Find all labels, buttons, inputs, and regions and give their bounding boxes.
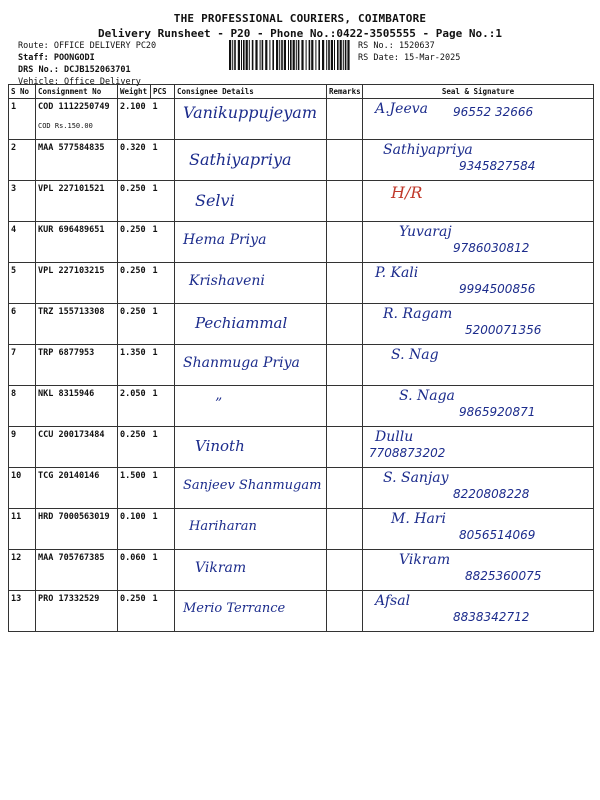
row-consignment: [36, 427, 118, 468]
row-pcs: 1: [151, 468, 175, 509]
rs-date: RS Date: 15-Mar-2025: [358, 53, 461, 63]
table-row: [9, 263, 594, 304]
row-remarks: [327, 591, 363, 632]
row-pcs: 1: [151, 304, 175, 345]
consignee-name-handwritten: Merio Terrance: [183, 601, 286, 616]
consignee-name-handwritten: Shanmuga Priya: [183, 355, 300, 371]
row-weight: 0.250: [118, 263, 151, 304]
table-row: [9, 345, 594, 386]
signature-handwritten: Sathiyapriya: [383, 142, 473, 158]
consignee-name-handwritten: ”: [215, 396, 223, 412]
row-sno: 3: [9, 181, 36, 222]
row-remarks: [327, 222, 363, 263]
row-sno: 8: [9, 386, 36, 427]
row-sno: 9: [9, 427, 36, 468]
table-row: [9, 509, 594, 550]
table-row: [9, 304, 594, 345]
vehicle: Vehicle: Office Delivery: [18, 77, 141, 87]
row-signature: [363, 345, 594, 386]
consignee-name-handwritten: Hema Priya: [183, 232, 267, 248]
row-consignee-details: [175, 550, 327, 591]
consignee-name-handwritten: Vinoth: [195, 437, 245, 455]
row-signature: [363, 427, 594, 468]
row-consignment: [36, 509, 118, 550]
phone-handwritten: 7708873202: [369, 446, 446, 460]
row-consignee-details: [175, 140, 327, 181]
row-sno: 13: [9, 591, 36, 632]
table-row: [9, 550, 594, 591]
row-pcs: 1: [151, 140, 175, 181]
row-signature: [363, 550, 594, 591]
row-signature: [363, 468, 594, 509]
row-pcs: 1: [151, 550, 175, 591]
phone-handwritten: 8056514069: [459, 528, 536, 542]
consignee-name-handwritten: Selvi: [195, 191, 235, 210]
phone-handwritten: 8838342712: [453, 610, 530, 624]
phone-handwritten: 8825360075: [465, 569, 542, 583]
consignee-name-handwritten: Hariharan: [189, 519, 257, 534]
row-consignee-details: [175, 468, 327, 509]
consignment-no: PRO 17332529: [38, 594, 100, 604]
consignee-name-handwritten: Sathiyapriya: [189, 150, 292, 169]
table-row: [9, 468, 594, 509]
row-pcs: 1: [151, 509, 175, 550]
table-header-row: [9, 85, 594, 99]
row-pcs: 1: [151, 181, 175, 222]
row-weight: 0.060: [118, 550, 151, 591]
row-consignment: [36, 304, 118, 345]
consignment-no: NKL 8315946: [38, 389, 95, 399]
row-signature: [363, 304, 594, 345]
row-pcs: 1: [151, 263, 175, 304]
phone-handwritten: 5200071356: [465, 323, 542, 337]
row-pcs: 1: [151, 99, 175, 140]
row-signature: [363, 140, 594, 181]
row-consignment: [36, 263, 118, 304]
table-row: [9, 99, 594, 140]
row-consignee-details: [175, 181, 327, 222]
table-row: [9, 181, 594, 222]
rs-no: RS No.: 1520637: [358, 41, 435, 51]
row-weight: 0.100: [118, 509, 151, 550]
cod-amount: COD Rs.150.00: [38, 122, 93, 130]
row-consignment: [36, 345, 118, 386]
row-consignee-details: [175, 222, 327, 263]
row-consignee-details: [175, 99, 327, 140]
row-sno: 10: [9, 468, 36, 509]
row-signature: [363, 181, 594, 222]
table-row: [9, 222, 594, 263]
phone-handwritten: 9865920871: [459, 405, 536, 419]
row-consignment: [36, 591, 118, 632]
company-title: THE PROFESSIONAL COURIERS, COIMBATORE: [173, 12, 427, 25]
runsheet-subtitle: Delivery Runsheet - P20 - Phone No.:0422-3505555 - Page No.:1: [98, 27, 502, 40]
row-weight: 0.250: [118, 181, 151, 222]
table-row: [9, 427, 594, 468]
phone-handwritten: 9994500856: [459, 282, 536, 296]
signature-handwritten: Yuvaraj: [399, 224, 452, 240]
consignment-no: CCU 200173484: [38, 430, 105, 440]
row-consignee-details: [175, 263, 327, 304]
row-sno: 2: [9, 140, 36, 181]
row-consignment: [36, 386, 118, 427]
route: Route: OFFICE DELIVERY PC20: [18, 41, 157, 51]
row-pcs: 1: [151, 427, 175, 468]
consignment-no: MAA 577584835: [38, 143, 105, 153]
phone-handwritten: 9345827584: [459, 159, 536, 173]
consignee-name-handwritten: Sanjeev Shanmugam: [183, 478, 322, 493]
consignee-name-handwritten: Pechiammal: [195, 314, 288, 332]
consignment-no: TRP 6877953: [38, 348, 95, 358]
row-remarks: [327, 181, 363, 222]
table-row: [9, 591, 594, 632]
row-consignee-details: [175, 509, 327, 550]
consignment-no: COD 1112250749: [38, 102, 110, 112]
drs-no: DRS No.: DCJB152063701: [18, 65, 131, 75]
row-sno: 1: [9, 99, 36, 140]
row-sno: 12: [9, 550, 36, 591]
signature-handwritten: R. Ragam: [383, 306, 453, 322]
col-remarks: Remarks: [327, 85, 363, 99]
table-row: [9, 386, 594, 427]
row-consignment: [36, 99, 118, 140]
signature-handwritten: S. Sanjay: [383, 470, 449, 486]
row-weight: 0.250: [118, 591, 151, 632]
row-pcs: 1: [151, 222, 175, 263]
row-remarks: [327, 468, 363, 509]
meta-left: [18, 40, 156, 88]
signature-handwritten: Afsal: [375, 593, 411, 609]
row-pcs: 1: [151, 591, 175, 632]
row-consignee-details: [175, 304, 327, 345]
barcode-icon: [228, 40, 350, 70]
consignee-name-handwritten: Vanikuppujeyam: [183, 103, 318, 122]
row-signature: [363, 591, 594, 632]
phone-handwritten: 96552 32666: [453, 105, 534, 119]
col-weight: Weight: [118, 85, 151, 99]
phone-handwritten: 8220808228: [453, 487, 530, 501]
col-sno: S No: [9, 85, 36, 99]
row-signature: [363, 509, 594, 550]
row-remarks: [327, 550, 363, 591]
row-remarks: [327, 140, 363, 181]
row-consignment: [36, 222, 118, 263]
row-remarks: [327, 509, 363, 550]
row-signature: [363, 263, 594, 304]
consignment-no: HRD 7000563019: [38, 512, 110, 522]
meta-right: [358, 40, 460, 64]
signature-handwritten: A.Jeeva: [375, 101, 428, 117]
row-signature: [363, 386, 594, 427]
row-remarks: [327, 386, 363, 427]
signature-handwritten: S. Nag: [391, 347, 439, 363]
row-consignment: [36, 140, 118, 181]
row-consignee-details: [175, 386, 327, 427]
row-sno: 6: [9, 304, 36, 345]
row-weight: 0.250: [118, 427, 151, 468]
row-pcs: 1: [151, 386, 175, 427]
col-consignment: Consignment No: [36, 85, 118, 99]
row-remarks: [327, 99, 363, 140]
table-row: [9, 140, 594, 181]
signature-handwritten: Vikram: [399, 552, 451, 568]
signature-handwritten: Dullu: [375, 429, 414, 445]
row-weight: 2.050: [118, 386, 151, 427]
row-sno: 5: [9, 263, 36, 304]
signature-handwritten: P. Kali: [375, 265, 419, 281]
row-sno: 11: [9, 509, 36, 550]
col-signature: Seal & Signature: [363, 85, 594, 99]
consignment-no: MAA 705767385: [38, 553, 105, 563]
row-consignment: [36, 468, 118, 509]
signature-handwritten: S. Naga: [399, 388, 455, 404]
col-consignee: Consignee Details: [175, 85, 327, 99]
row-consignee-details: [175, 345, 327, 386]
signature-handwritten: M. Hari: [391, 511, 446, 527]
consignee-name-handwritten: Krishaveni: [189, 273, 265, 289]
row-signature: [363, 222, 594, 263]
row-remarks: [327, 263, 363, 304]
row-remarks: [327, 345, 363, 386]
row-sno: 4: [9, 222, 36, 263]
row-remarks: [327, 304, 363, 345]
row-remarks: [327, 427, 363, 468]
row-weight: 1.350: [118, 345, 151, 386]
row-sno: 7: [9, 345, 36, 386]
runsheet-table: [8, 84, 594, 632]
row-weight: 0.250: [118, 304, 151, 345]
row-signature: [363, 99, 594, 140]
row-weight: 1.500: [118, 468, 151, 509]
col-pcs: PCS: [151, 85, 175, 99]
row-weight: 0.250: [118, 222, 151, 263]
consignment-no: TRZ 155713308: [38, 307, 105, 317]
consignment-no: VPL 227103215: [38, 266, 105, 276]
row-consignment: [36, 181, 118, 222]
row-consignment: [36, 550, 118, 591]
consignment-no: VPL 227101521: [38, 184, 105, 194]
signature-handwritten: H/R: [391, 183, 423, 202]
consignment-no: TCG 20140146: [38, 471, 100, 481]
row-weight: 2.100: [118, 99, 151, 140]
row-consignee-details: [175, 427, 327, 468]
consignment-no: KUR 696489651: [38, 225, 105, 235]
row-pcs: 1: [151, 345, 175, 386]
consignee-name-handwritten: Vikram: [195, 560, 247, 576]
phone-handwritten: 9786030812: [453, 241, 530, 255]
row-consignee-details: [175, 591, 327, 632]
staff: Staff: POONGODI: [18, 53, 95, 63]
row-weight: 0.320: [118, 140, 151, 181]
